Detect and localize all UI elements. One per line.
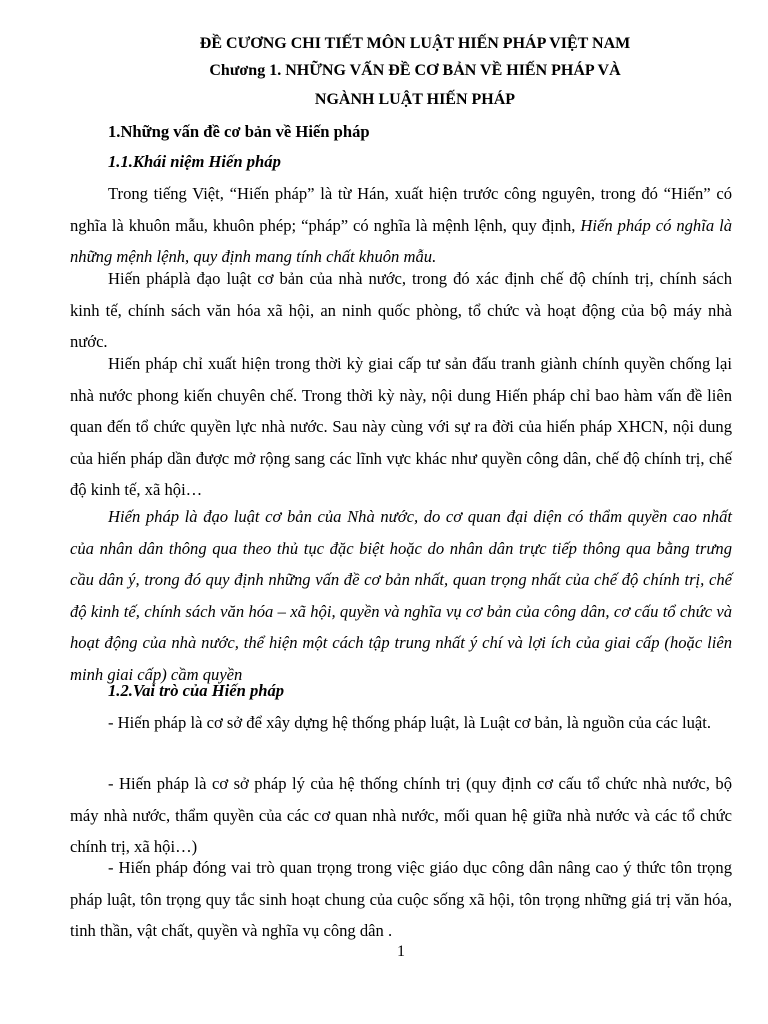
section-heading-1-2: 1.2.Vai trò của Hiến pháp <box>108 681 285 700</box>
paragraph-5: - Hiến pháp là cơ sở để xây dựng hệ thống pháp luật, là Luật cơ bản, là nguồn của các luật. <box>108 713 711 732</box>
paragraph-2: Hiến pháplà đạo luật cơ bản của nhà nước, trong đó xác định chế độ chính trị, chính sách kinh tế, chính sách văn hóa xã hội, an ninh quốc phòng, tổ chức và hoạt động của bộ máy nhà nước. <box>70 269 732 351</box>
paragraph-1-italic-text: Hiến pháp có nghĩa là những mệnh lệnh, quy định mang tính chất khuôn mẫu. <box>70 215 733 266</box>
chapter-title-continued: NGÀNH LUẬT HIẾN PHÁP <box>314 91 516 108</box>
chapter-title: Chương 1. NHỮNG VẤN ĐỀ CƠ BẢN VỀ HIẾN PHÁP VÀ <box>209 62 621 79</box>
paragraph-1-text: Trong tiếng Việt, “Hiến pháp” là từ Hán, xuất hiện trước công nguyên, trong đó “Hiến” có nghĩa là khuôn mẫu, khuôn phép; “pháp” có nghĩa là mệnh lệnh, quy định, <box>70 184 732 235</box>
section-heading-1-1: 1.1.Khái niệm Hiến pháp <box>108 152 281 171</box>
paragraph-6: - Hiến pháp là cơ sở pháp lý của hệ thống chính trị (quy định cơ cấu tổ chức nhà nước, bộ máy nhà nước, thẩm quyền của các cơ quan nhà nước, mối quan hệ giữa nhà nước và các tổ chức chính trị, xã hội…) <box>70 774 732 856</box>
paragraph-3: Hiến pháp chỉ xuất hiện trong thời kỳ giai cấp tư sản đấu tranh giành chính quyền chống lại nhà nước phong kiến chuyên chế. Trong thời kỳ này, nội dung Hiến pháp chỉ bao hàm vấn đề liên quan đến tổ chức quyền lực nhà nước. Sau này cùng với sự ra đời của hiến pháp XHCN, nội dung của hiến pháp dần được mở rộng sang các lĩnh vực khác như quyền công dân, chế độ chính trị, chế độ kinh tế, xã hội… <box>70 354 732 499</box>
section-heading-1: 1.Những vấn đề cơ bản về Hiến pháp <box>108 122 370 141</box>
paragraph-4: Hiến pháp là đạo luật cơ bản của Nhà nước, do cơ quan đại diện có thẩm quyền cao nhất của nhân dân thông qua theo thủ tục đặc biệt hoặc do nhân dân trực tiếp thông qua bằng trưng cầu dân ý, trong đó quy định những vấn đề cơ bản nhất, quan trọng nhất của chế độ chính trị, chế độ kinh tế, chính sách văn hóa – xã hội, quyền và nghĩa vụ cơ bản của công dân, cơ cấu tổ chức và hoạt động của nhà nước, thể hiện một cách tập trung nhất ý chí và lợi ích của giai cấp (hoặc liên minh giai cấp) cầm quyền <box>70 507 732 684</box>
document-title: ĐỀ CƯƠNG CHI TIẾT MÔN LUẬT HIẾN PHÁP VIỆT NAM <box>199 35 631 52</box>
paragraph-7: - Hiến pháp đóng vai trò quan trọng trong việc giáo dục công dân nâng cao ý thức tôn trọng pháp luật, tôn trọng quy tắc sinh hoạt chung của cuộc sống xã hội, tôn trọng những giá trị văn hóa, tinh thần, vật chất, quyền và nghĩa vụ công dân . <box>70 858 732 940</box>
page-number: 1 <box>397 943 405 960</box>
document-page <box>70 0 732 1024</box>
paragraph-1 <box>70 178 732 273</box>
